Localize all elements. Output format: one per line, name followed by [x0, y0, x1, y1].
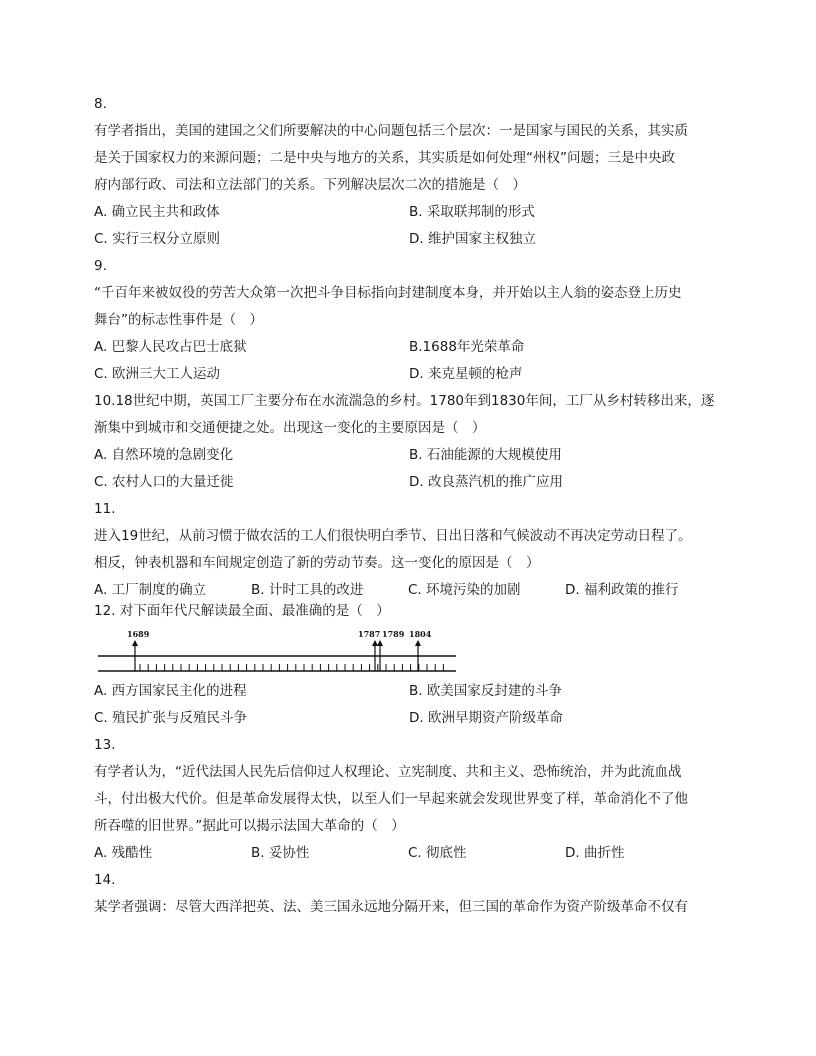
option-c: C. 彻底性 [408, 845, 467, 861]
timeline-marker-1789 [377, 629, 405, 671]
option-c: C. 实行三权分立原则 [94, 231, 221, 247]
question-8 [94, 91, 724, 253]
question-number: 13. [94, 737, 116, 753]
options-row [94, 705, 724, 732]
option-a: A. 西方国家民主化的进程 [94, 683, 247, 699]
timeline-marker-1804 [409, 629, 432, 671]
option-d: D. 福利政策的推行 [565, 582, 679, 598]
options-row [94, 442, 724, 469]
options-row [94, 469, 724, 496]
option-c: C. 农村人口的大量迁徙 [94, 474, 234, 490]
timeline-ticks [140, 664, 443, 671]
question-14 [94, 867, 724, 921]
question-12-options [94, 678, 724, 732]
option-a: A. 自然环境的急剧变化 [94, 447, 234, 463]
timeline-year-label: 1804 [409, 629, 432, 639]
question-9 [94, 253, 724, 388]
question-stem-line: 舞台”的标志性事件是（ ） [94, 312, 263, 328]
question-number: 14. [94, 872, 116, 888]
option-a: A. 确立民主共和政体 [94, 204, 220, 220]
question-stem-line: 进入19世纪，从前习惯于做农活的工人们很快明白季节、日出日落和气候波动不再决定劳动日程了。 [94, 528, 692, 544]
question-number: 9. [94, 258, 107, 274]
option-b: B. 采取联邦制的形式 [409, 204, 535, 220]
question-stem-line: 10.18世纪中期，英国工厂主要分布在水流湍急的乡村。1780年到1830年间，工厂从乡村转移出来，逐 [94, 393, 715, 409]
option-b: B.1688年光荣革命 [409, 339, 525, 355]
options-row [94, 334, 724, 361]
option-d: D. 来克星顿的枪声 [409, 366, 523, 382]
option-d: D. 改良蒸汽机的推广应用 [409, 474, 563, 490]
option-b: B. 计时工具的改进 [251, 582, 364, 598]
option-a: A. 工厂制度的确立 [94, 582, 207, 598]
question-10 [94, 388, 724, 496]
option-a: A. 巴黎人民攻占巴士底狱 [94, 339, 247, 355]
question-stem-line: 所吞噬的旧世界。”据此可以揭示法国大革命的（ ） [94, 818, 405, 834]
options-row [94, 199, 724, 226]
option-c: C. 殖民扩张与反殖民斗争 [94, 710, 248, 726]
question-stem-line: 斗，付出极大代价。但是革命发展得太快，以至人们一早起来就会发现世界变了样，革命消化不了他 [94, 791, 688, 807]
question-stem-line: 有学者认为，“近代法国人民先后信仰过人权理论、立宪制度、共和主义、恐怖统治，并为此流血战 [94, 764, 682, 780]
question-stem-line: 渐集中到城市和交通便捷之处。出现这一变化的主要原因是（ ） [94, 420, 486, 436]
options-row [94, 840, 724, 867]
question-number: 8. [94, 96, 107, 112]
option-b: B. 欧美国家反封建的斗争 [409, 683, 562, 699]
question-11 [94, 496, 724, 604]
option-d: D. 维护国家主权独立 [409, 231, 536, 247]
question-stem-line: 有学者指出，美国的建国之父们所要解决的中心问题包括三个层次：一是国家与国民的关系，其实质 [94, 123, 688, 139]
question-stem-line: 府内部行政、司法和立法部门的关系。下列解决层次二次的措施是（ ） [94, 177, 526, 193]
timeline-ruler [96, 628, 458, 678]
question-12 [94, 598, 724, 625]
question-stem-line: 某学者强调：尽管大西洋把英、法、美三国永远地分隔开来，但三国的革命作为资产阶级革命不仅有 [94, 899, 688, 915]
options-row [94, 226, 724, 253]
question-stem-line: 相反，钟表机器和车间规定创造了新的劳动节奏。这一变化的原因是（ ） [94, 555, 540, 571]
option-c: C. 环境污染的加剧 [408, 582, 521, 598]
question-stem-line: 是关于国家权力的来源问题；二是中央与地方的关系，其实质是如何处理“州权”问题；三是中央政 [94, 150, 675, 166]
question-stem-line: “千百年来被奴役的劳苦大众第一次把斗争目标指向封建制度本身，并开始以主人翁的姿态登上历史 [94, 285, 682, 301]
option-b: B. 妥协性 [251, 845, 310, 861]
option-d: D. 曲折性 [565, 845, 625, 861]
timeline-year-label: 1689 [127, 629, 150, 639]
option-c: C. 欧洲三大工人运动 [94, 366, 221, 382]
timeline-year-label: 1787 [358, 629, 381, 639]
question-number: 11. [94, 501, 116, 517]
options-row [94, 361, 724, 388]
option-d: D. 欧洲早期资产阶级革命 [409, 710, 563, 726]
timeline-marker-1689 [127, 629, 150, 671]
options-row [94, 678, 724, 705]
question-stem-line: 12. 对下面年代尺解读最全面、最准确的是（ ） [94, 603, 390, 619]
question-13 [94, 732, 724, 867]
option-b: B. 石油能源的大规模使用 [409, 447, 562, 463]
timeline-year-label: 1789 [382, 629, 405, 639]
option-a: A. 残酷性 [94, 845, 153, 861]
